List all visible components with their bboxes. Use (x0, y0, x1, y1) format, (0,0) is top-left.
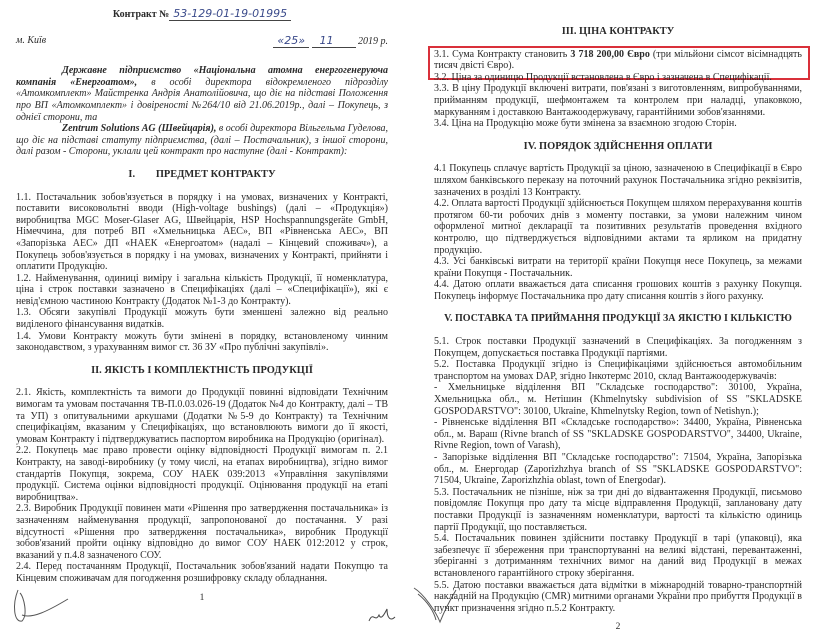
clause-2-4: 2.4. Перед постачанням Продукції, Постачальник зобов'язаний надати Покупцю та Кінцевим споживачам для погодження розшифровку складу обладнання. (16, 561, 388, 584)
clause-2-3: 2.3. Виробник Продукції повинен мати «Рішення про затвердження постачальника» із зазначенням найменування продукції, запропонованої до постачання. У разі відсутності «Рішення про затвердження постачальника», виробник Продукції зобов'язаний пройти оцінку відповідно до вимог СОУ НАЕК 012:2012 у строк, вказаний у п.4.8 зазначеного СОУ. (16, 503, 388, 561)
clause-2-1: 2.1. Якість, комплектність та вимоги до Продукції повинні відповідати Технічним вимогам та умовам постачання ТВ-П.0.03.026-19 (Додаток №4 до Контракту, далі – ТВ та УП) з опитувальними аркушами (Додатки №5-9 до Контракту) та Технічним специфікаціям, вказаним у Специфікаціях, що встановлюють вимоги до її якості, умовам Контракту і підтверджуватись паспортом виробника на Продукцію (оригінал). (16, 387, 388, 445)
section-4-heading: IV. ПОРЯДОК ЗДІЙСНЕННЯ ОПЛАТИ (523, 140, 713, 152)
section-5-heading: V. ПОСТАВКА ТА ПРИЙМАННЯ ПРОДУКЦІЇ ЗА ЯКІСТЮ І КІЛЬКІСТЮ (444, 313, 792, 325)
preamble-supplier-text: в особі директора Вільгельма Гуделова, що діє на підставі статуту підприємства, (далі – Постачальник), з іншої сторони, далі разом - Сторони, уклали цей контракт про наступне (далі - Контракт): (16, 123, 388, 158)
contract-amount: 3 718 200,00 Євро (570, 48, 650, 60)
clause-3-3: 3.3. В ціну Продукції включені витрати, пов'язані з виготовленням, випробуваннями, прийманням продукції, шефмонтажем та контролем при наладці, упаковкою, маркуванням і доставкою Вантажоодержувачу, гарантійними зобов'язаннями. (434, 83, 802, 118)
clause-4-2: 4.2. Оплата вартості Продукції здійснюється Покупцем шляхом перерахування коштів протягом 60-ти робочих днів з моменту поставки, за умови належним чином оформленої митної декларації та позитивних результатів проведення вхідного контролю, що підтверджується відповідними актами та ярликом на придатну продукцію. (434, 198, 802, 256)
clause-3-1-text: 3.1. Сума Контракту становить (434, 48, 571, 60)
consignee-zaporizhzhia: - Запорізьке відділення ВП "Складське господарство": 71504, Україна, Запорізька обл., м. Енергодар (Zaporizhzhya branch of SS "SKLADSKE GOSPODARSTVO": 71504, Ukraine, Zaporizhzhia oblast, town of Energodar). (434, 452, 802, 487)
clause-2-2: 2.2. Покупець має право провести оцінку відповідності Продукції вимогам п. 2.1 Контракту, на заводі-виробнику (у тому числі, на етапах виробництва), згідно вимог стандартів Покупця, зокрема, СОУ НАЕК 039:2013 «Управління закупівлями продукції. Система оцінки відповідності продукції. Оцінювання продукції на етапі виробництва». (16, 445, 388, 503)
supplier-name: Zentrum Solutions AG (Швейцарія), (62, 123, 217, 135)
date-year: 2019 р. (358, 35, 388, 47)
clause-5-3: 5.3. Постачальник не пізніше, ніж за три дні до відвантаження Продукції, письмово повідомляє Покупця про дату та місце відправлення Продукції, заплановану дату поставки Продукції із зазначенням номенклатури, вартості та кількістю одиниць партії Продукції, що поставляється. (434, 486, 802, 533)
signature-icon (8, 585, 78, 627)
contract-title (16, 8, 388, 21)
consignee-rivne: - Рівненське відділення ВП «Складське господарство»: 34400, Україна, Рівненська обл., м. Вараш (Rivne branch of SS "SKLADSKE GOSPODARSTVO", 34400, Ukraine, Rivne Region, town of Varash), (434, 417, 802, 452)
clause-3-2: 3.2. Ціна за одиницю Продукції встановлена в Євро і зазначена в Специфікації. (434, 71, 772, 83)
contract-page-1 (0, 0, 405, 627)
clause-5-4: 5.4. Постачальник повинен здійснити поставку Продукції в тарі (упаковці), яка забезпечує її збереження при транспортуванні на великі відстані, перевантаженні, зберіганні з дотриманням технічних вимог на даний вид Продукції в межах встановленого гарантійного строку зберігання. (434, 533, 802, 579)
consignee-khmelnytsky: - Хмельницьке відділення ВП "Складське господарство": 30100, Україна, Хмельницька обл., м. Нетішин (Khmelnytsky subdivision of SS "SKLADSKE GOSPODARSTVO": 30100, Ukraine, Khmelnytsky Region, town of Netishyn.); (434, 382, 802, 417)
page-number: 2 (615, 622, 621, 633)
clause-4-1: 4.1 Покупець сплачує вартість Продукції за ціною, зазначеною в Специфікації в Євро шляхом банківського переказу на поточний рахунок Постачальника згідно реквізитів, зазначених в розділі 13 Контракту. (434, 163, 802, 198)
section-1-heading: I. ПРЕДМЕТ КОНТРАКТУ (128, 168, 276, 180)
buyer-name: Державне підприємство «Національна атомна енергогенеруюча компанія «Енергоатом», (16, 65, 388, 88)
contract-number-handwritten: 53-129-01-19-01995 (169, 7, 291, 21)
signature-icon (410, 582, 470, 627)
date-month: 11 (312, 34, 356, 48)
city: м. Київ (16, 34, 47, 46)
section-2-heading: II. ЯКІСТЬ І КОМПЛЕКТНІСТЬ ПРОДУКЦІЇ (91, 364, 313, 376)
title-prefix: Контракт № (112, 9, 170, 20)
initials-icon (365, 605, 405, 627)
place-date-line (16, 35, 388, 48)
clause-4-3: 4.3. Усі банківські витрати на території країни Покупця несе Покупець, за межами країни Покупця - Постачальник. (434, 256, 802, 279)
clause-1-4: 1.4. Умови Контракту можуть бути змінені в порядку, встановленому чинним законодавством, з урахуванням вимог ст. 36 ЗУ «Про публічні закупівлі». (16, 330, 388, 354)
contract-page-2 (410, 0, 820, 634)
contract-amount-words: (три мільйони сімсот вісімнадцять тисяч двісті Євро). (434, 48, 802, 72)
clause-1-3: 1.3. Обсяги закупівлі Продукції можуть бути зменшені залежно від реально виділеного фінансування видатків. (16, 307, 388, 331)
clause-5-5: 5.5. Датою поставки вважається дата відмітки в міжнародній товарно-транспортній накладній на Продукцію (CMR) митними органами України про прибуття Продукції в пункт призначення згідно п.5.2 Контракту. (434, 579, 802, 614)
page-number: 1 (199, 592, 205, 603)
clause-4-4: 4.4. Датою оплати вважається дата списання грошових коштів з рахунку Покупця. Покупець інформує Постачальника про дату списання коштів з його рахунку. (434, 279, 802, 302)
clause-3-1 (434, 49, 802, 72)
clause-1-1: 1.1. Постачальник зобов'язується в порядку і на умовах, визначених у Контракті, поставити високовольтні вводи (High-voltage bushings) (далі – «Продукція») виробництва MGC Moser-Glaser AG, Швейцарія, HSP Hochspannungsgeräte GmbH, Німеччина, для потреб ВП «Хмельницька АЕС», ВП «Рівненська АЕС», ВП «Запорізька АЕС» ДП «НАЕК «Енергоатом» (надалі – Кінцевий споживач»), а Покупець зобов'язується в порядку і на умовах, визначених у Контракті, прийняти і оплатити Продукцію. (16, 191, 388, 273)
clause-5-2: 5.2. Поставка Продукції згідно із Специфікаціями здійснюється автомобільним транспортом на умовах DAP, згідно Інкотермс 2010, склад Вантажоодержувачів: (434, 359, 802, 382)
preamble-buyer (16, 65, 388, 123)
clause-1-2: 1.2. Найменування, одиниці виміру і загальна кількість Продукції, її номенклатура, ціна і строк поставки зазначено в Специфікаціях (далі – «Специфікації»), які є невід'ємною частиною Контракту (Додаток №1-3 до Контракту). (16, 272, 388, 307)
section-3-heading: III. ЦІНА КОНТРАКТУ (561, 26, 675, 37)
clause-3-4: 3.4. Ціна на Продукцію може бути змінена за взаємною згодою Сторін. (434, 118, 737, 130)
preamble-supplier (16, 123, 388, 158)
clause-5-1: 5.1. Строк поставки Продукції зазначений в Специфікаціях. За погодженням з Покупцем, допускається поставка Продукції партіями. (434, 336, 802, 359)
date-day: «25» (273, 34, 309, 48)
preamble-buyer-text: в особі директора відокремленого підрозділу «Атомкомплект» Майстренка Андрія Анатолійовича, що діє на підставі Положення про ВП «Атомкомплект» і довіреності №264/10 від 21.06.2019р., далі – Покупець, з однієї сторони, та (16, 76, 388, 123)
